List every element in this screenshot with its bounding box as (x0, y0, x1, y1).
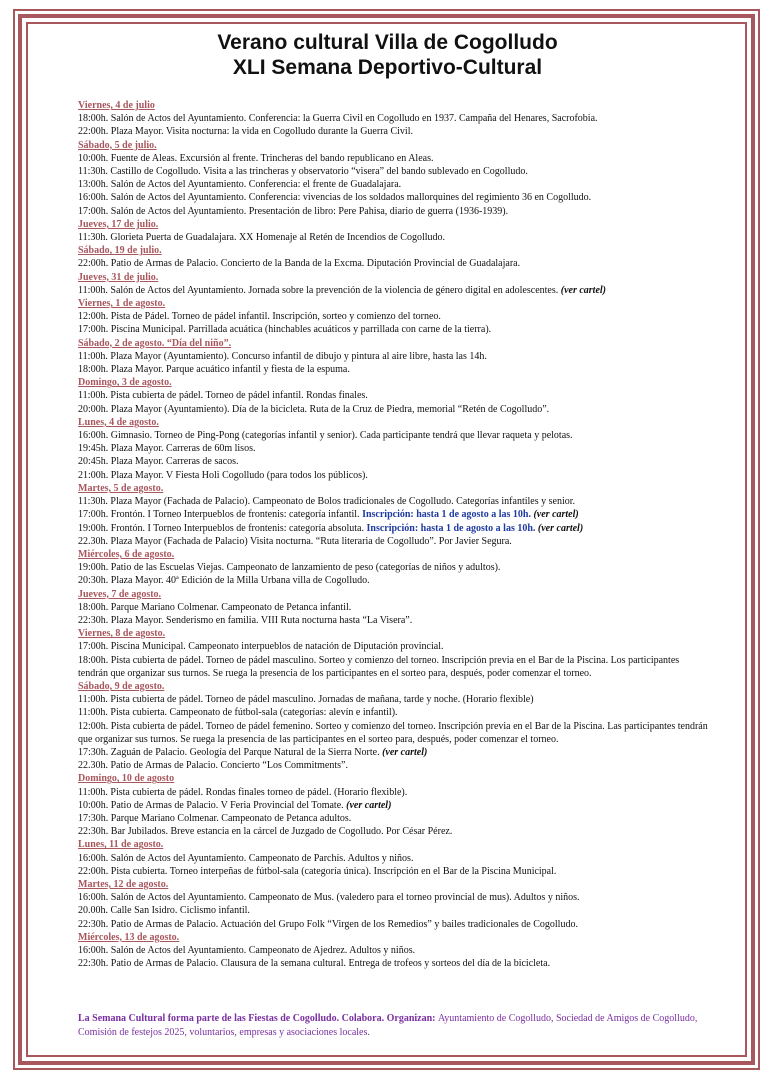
event-item (78, 231, 710, 244)
event-text: 16:00h. Gimnasio. Torneo de Ping-Pong (categorías infantil y senior). Cada participante tendrá que llevar raqueta y pelotas. (78, 430, 573, 442)
event-text: 16:00h. Salón de Actos del Ayuntamiento. Campeonato de Parchís. Adultos y niños. (78, 852, 414, 864)
event-item (78, 165, 710, 178)
event-item (78, 614, 710, 627)
event-item (78, 957, 710, 970)
event-text: 20:30h. Plaza Mayor. 40ª Edición de la Milla Urbana villa de Cogolludo. (78, 575, 370, 587)
event-item (78, 693, 710, 706)
see-poster-note: (ver cartel) (382, 746, 428, 758)
event-item (78, 574, 710, 587)
event-text: 19:00h. Patio de las Escuelas Viejas. Campeonato de lanzamiento de peso (categorías de niños y adultos). (78, 562, 501, 574)
day-heading: Jueves, 17 de julio. (78, 218, 159, 230)
event-text: 11:30h. Glorieta Puerta de Guadalajara. XX Homenaje al Retén de Incendios de Cogolludo. (78, 232, 446, 244)
day-heading: Miércoles, 13 de agosto. (78, 931, 180, 943)
event-item (78, 125, 710, 138)
event-text: 22:30h. Bar Jubilados. Breve estancia en la cárcel de Juzgado de Cogolludo. Por César Pérez. (78, 826, 453, 838)
event-item (78, 812, 710, 825)
footer-text: Ayuntamiento de Cogolludo, Sociedad de Amigos de Cogolludo, Comisión de festejos 2025, voluntarios, empresas y asociaciones locales. (78, 1013, 698, 1038)
event-item (78, 799, 710, 812)
event-item (78, 469, 710, 482)
see-poster-note: (ver cartel) (560, 284, 606, 296)
event-text: 16:00h. Salón de Actos del Ayuntamiento. Conferencia: vivencias de los soldados mallorquines del regimiento 36 en Cogolludo. (78, 192, 592, 204)
event-text: 11:00h. Pista cubierta de pádel. Rondas finales torneo de pádel. (Horario flexible). (78, 786, 408, 798)
day-heading: Domingo, 3 de agosto. (78, 377, 172, 389)
event-text: 19:00h. Frontón. I Torneo Interpueblos de frontenis: categoría absoluta. (78, 522, 367, 534)
event-item (78, 429, 710, 442)
title-line-1: Verano cultural Villa de Cogolludo (217, 31, 558, 54)
event-item (78, 786, 710, 799)
event-item (78, 654, 710, 680)
event-text: 12:00h. Pista cubierta de pádel. Torneo de pádel femenino. Sorteo y comienzo del torneo. Inscripción previa en el Bar de la Piscina. Las participantes tendrán que organizar sus turnos. Se ruega la presencia de las participantes en el sorteo para, después, poder comenzar el torneo. (78, 720, 708, 745)
event-item (78, 706, 710, 719)
event-text: 17:30h. Zaguán de Palacio. Geología del Parque Natural de la Sierra Norte. (78, 746, 383, 758)
event-text: 11:00h. Salón de Actos del Ayuntamiento. Jornada sobre la prevención de la violencia de género digital en adolescentes. (78, 284, 561, 296)
event-text: 20:45h. Plaza Mayor. Carreras de sacos. (78, 456, 239, 468)
event-item (78, 205, 710, 218)
event-text: 18:00h. Parque Mariano Colmenar. Campeonato de Petanca infantil. (78, 601, 352, 613)
event-item (78, 904, 710, 917)
page-title (0, 30, 775, 80)
event-text: 22:30h. Patio de Armas de Palacio. Actuación del Grupo Folk “Virgen de los Remedios” y bailes tradicionales de Cogolludo. (78, 918, 578, 930)
event-item (78, 323, 710, 336)
event-item (78, 178, 710, 191)
event-item (78, 522, 710, 535)
event-item (78, 508, 710, 521)
day-heading: Jueves, 31 de julio. (78, 271, 159, 283)
event-item (78, 284, 710, 297)
event-text: 17:00h. Salón de Actos del Ayuntamiento. Presentación de libro: Pere Pahisa, diario de guerra (1936-1939). (78, 205, 509, 217)
event-item (78, 535, 710, 548)
event-text: 17:00h. Piscina Municipal. Campeonato interpueblos de natación de Diputación provincial. (78, 641, 444, 653)
event-item (78, 455, 710, 468)
event-text: 11:00h. Plaza Mayor (Ayuntamiento). Concurso infantil de dibujo y pintura al aire libre, hasta las 14h. (78, 350, 487, 362)
schedule (78, 99, 710, 970)
event-text: 11:00h. Pista cubierta. Campeonato de fútbol-sala (categorías: alevín e infantil). (78, 707, 398, 719)
event-text: 17:00h. Frontón. I Torneo Interpueblos de frontenis: categoría infantil. (78, 509, 363, 521)
event-text: 22.30h. Patio de Armas de Palacio. Concierto “Los Commitments”. (78, 760, 348, 772)
event-item (78, 152, 710, 165)
day-heading: Martes, 12 de agosto. (78, 878, 169, 890)
event-item (78, 720, 710, 746)
event-text: 11:30h. Plaza Mayor (Fachada de Palacio). Campeonato de Bolos tradicionales de Cogolludo. Categorías infantiles y senior. (78, 496, 576, 508)
footer-bold-organizan: Organizan: (386, 1013, 438, 1024)
day-heading: Domingo, 10 de agosto (78, 773, 175, 785)
event-text: 20:00h. Plaza Mayor (Ayuntamiento). Día de la bicicleta. Ruta de la Cruz de Piedra, memorial “Retén de Cogolludo”. (78, 403, 550, 415)
see-poster-note: (ver cartel) (530, 509, 579, 521)
event-item (78, 640, 710, 653)
footer-bold: La Semana Cultural forma parte de las Fiestas de Cogolludo. Colabora. (78, 1013, 387, 1024)
event-item (78, 350, 710, 363)
event-text: 17:30h. Parque Mariano Colmenar. Campeonato de Petanca adultos. (78, 812, 352, 824)
event-text: 22:30h. Patio de Armas de Palacio. Clausura de la semana cultural. Entrega de trofeos y sorteos del día de la bicicleta. (78, 958, 551, 970)
event-text: 19:45h. Plaza Mayor. Carreras de 60m lisos. (78, 443, 256, 455)
event-item (78, 852, 710, 865)
event-item (78, 561, 710, 574)
day-heading: Viernes, 1 de agosto. (78, 298, 166, 310)
event-text: 20.00h. Calle San Isidro. Ciclismo infantil. (78, 905, 250, 917)
day-heading: Viernes, 4 de julio (78, 100, 155, 111)
event-text: 11:30h. Castillo de Cogolludo. Visita a las trincheras y observatorio “visera” del bando sublevado en Cogolludo. (78, 166, 528, 178)
see-poster-note: (ver cartel) (346, 799, 392, 811)
day-heading: Miércoles, 6 de agosto. (78, 548, 175, 560)
event-text: 18:00h. Plaza Mayor. Parque acuático infantil y fiesta de la espuma. (78, 364, 350, 376)
day-heading: Jueves, 7 de agosto. (78, 588, 162, 600)
day-heading: Sábado, 19 de julio. (78, 245, 162, 257)
day-heading: Sábado, 2 de agosto. “Día del niño”. (78, 337, 232, 349)
event-text: 22:00h. Pista cubierta. Torneo interpeñas de fútbol-sala (categoría única). Inscripción en el Bar de la Piscina Municipal. (78, 865, 557, 877)
event-text: 10:00h. Fuente de Aleas. Excursión al frente. Trincheras del bando republicano en Aleas. (78, 152, 434, 164)
event-text: 11:00h. Pista cubierta de pádel. Torneo de pádel masculino. Jornadas de mañana, tarde y noche. (Horario flexible) (78, 694, 534, 706)
event-item (78, 191, 710, 204)
event-text: 12:00h. Pista de Pádel. Torneo de pádel infantil. Inscripción, sorteo y comienzo del torneo. (78, 311, 441, 323)
event-item (78, 918, 710, 931)
event-item (78, 891, 710, 904)
event-text: 11:00h. Pista cubierta de pádel. Torneo de pádel infantil. Rondas finales. (78, 390, 368, 402)
event-text: 17:00h. Piscina Municipal. Parrillada acuática (hinchables acuáticos y parrillada con carne de la tierra). (78, 324, 492, 336)
registration-deadline: Inscripción: hasta 1 de agosto a las 10h. (362, 509, 531, 521)
event-text: 16:00h. Salón de Actos del Ayuntamiento. Campeonato de Mus. (valedero para el torneo provincial de mus). Adultos y niños. (78, 892, 580, 904)
day-heading: Lunes, 4 de agosto. (78, 416, 159, 428)
event-item (78, 601, 710, 614)
event-text: 13:00h. Salón de Actos del Ayuntamiento. Conferencia: el frente de Guadalajara. (78, 179, 402, 191)
day-heading: Martes, 5 de agosto. (78, 482, 164, 494)
day-heading: Viernes, 8 de agosto. (78, 628, 166, 640)
event-text: 22:00h. Plaza Mayor. Visita nocturna: la vida en Cogolludo durante la Guerra Civil. (78, 126, 413, 138)
event-item (78, 442, 710, 455)
footer-note (78, 1012, 708, 1039)
event-item (78, 759, 710, 772)
day-heading: Lunes, 11 de agosto. (78, 839, 164, 851)
event-text: 22:30h. Plaza Mayor. Senderismo en familia. VIII Ruta nocturna hasta “La Visera”. (78, 614, 413, 626)
event-item (78, 495, 710, 508)
event-text: 10:00h. Patio de Armas de Palacio. V Feria Provincial del Tomate. (78, 799, 347, 811)
event-item (78, 112, 710, 125)
day-heading: Sábado, 5 de julio. (78, 139, 157, 151)
event-item (78, 865, 710, 878)
event-item (78, 363, 710, 376)
event-text: 18:00h. Pista cubierta de pádel. Torneo de pádel masculino. Sorteo y comienzo del torneo. Inscripción previa en el Bar de la Piscina. Los participantes tendrán que organizar sus turnos. Se ruega la presencia de los participantes en el sorteo para, después, poder comenzar el torneo. (78, 654, 680, 679)
event-text: 21:00h. Plaza Mayor. V Fiesta Holi Cogolludo (para todos los públicos). (78, 469, 368, 481)
day-heading: Sábado, 9 de agosto. (78, 680, 165, 692)
event-text: 16:00h. Salón de Actos del Ayuntamiento. Campeonato de Ajedrez. Adultos y niños. (78, 945, 416, 956)
title-line-2: XLI Semana Deportivo-Cultural (232, 56, 543, 79)
see-poster-note: (ver cartel) (535, 522, 584, 534)
event-text: 22.30h. Plaza Mayor (Fachada de Palacio) Visita nocturna. “Ruta literaria de Cogolludo”. Por Javier Segura. (78, 535, 512, 547)
event-item (78, 944, 710, 957)
event-item (78, 257, 710, 270)
event-item (78, 825, 710, 838)
event-text: 18:00h. Salón de Actos del Ayuntamiento. Conferencia: la Guerra Civil en Cogolludo en 1937. Campaña del Henares, Sacrofobia. (78, 113, 598, 125)
event-text: 22:00h. Patio de Armas de Palacio. Concierto de la Banda de la Excma. Diputación Provincial de Guadalajara. (78, 258, 521, 270)
event-item (78, 310, 710, 323)
registration-deadline: Inscripción: hasta 1 de agosto a las 10h. (366, 522, 536, 534)
event-item (78, 746, 710, 759)
event-item (78, 403, 710, 416)
event-item (78, 389, 710, 402)
